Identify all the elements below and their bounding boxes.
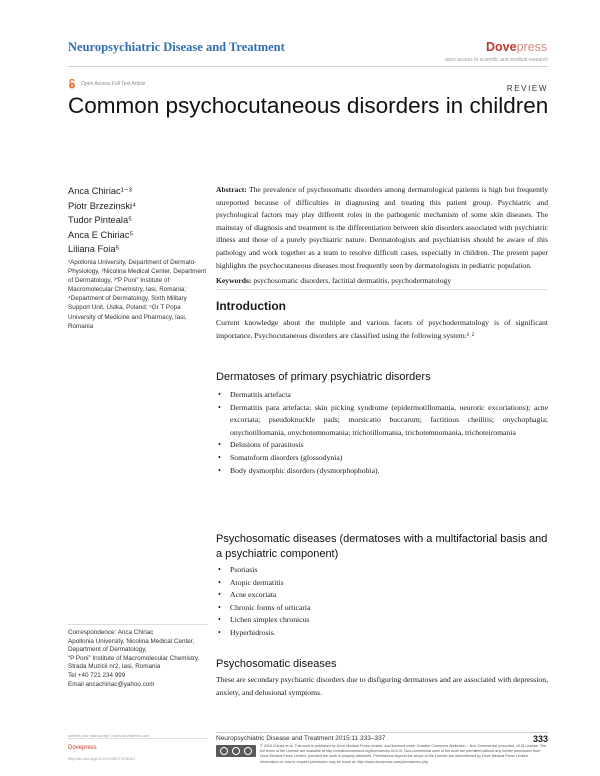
dovepress-logo[interactable] bbox=[486, 40, 547, 54]
introduction-paragraph: Current knowledge about the multiple and various facets of psychodermatology is of significant importance. Psychocutaneous disorders are classified using the following system:¹˒² bbox=[216, 318, 548, 340]
brand-tagline: open access to scientific and medical research bbox=[444, 57, 548, 63]
open-access-label: Open Access Full Text Article bbox=[81, 81, 146, 87]
journal-name[interactable]: Neuropsychiatric Disease and Treatment bbox=[68, 40, 285, 54]
brand-bold: Dove bbox=[486, 40, 517, 54]
article-title: Common psychocutaneous disorders in children bbox=[68, 93, 549, 118]
list-item: • Hyperhidrosis. bbox=[216, 627, 548, 640]
correspondence-label: Correspondence: Anca Chiriac bbox=[68, 629, 154, 636]
primary-psychiatric-list bbox=[216, 389, 548, 477]
psychosomatic-paragraph: These are secondary psychiatric disorders due to disfiguring dermatoses and are associated with depression, anxiety, and delusional symptoms. bbox=[216, 675, 548, 697]
author[interactable]: Piotr Brzezinski⁴ bbox=[68, 200, 137, 211]
open-access-badge bbox=[68, 79, 145, 89]
affiliations: ¹Apollonia University, Department of Dermato-Physiology, ²Nicolina Medical Center, Department of Dermatology, ³“P Poni” Institute of Macromolecular Chemistry, Iasi, Romania; ⁴Department of Dermatology, Sixth Military Support Unit, Ustka, Poland; ⁵Gr T Popa University of Medicine and Pharmacy, Iasi, Romania bbox=[68, 259, 207, 330]
author[interactable]: Anca Chiriac¹⁻³ bbox=[68, 186, 132, 196]
correspondence-divider bbox=[68, 624, 208, 625]
submit-manuscript-link[interactable]: submit your manuscript | www.dovepress.com bbox=[68, 733, 150, 738]
cc-mark bbox=[220, 747, 228, 755]
by-mark bbox=[232, 747, 240, 755]
list-item: • Dermatitis artefacta bbox=[216, 389, 548, 402]
footer-brand[interactable]: Dovepress bbox=[68, 745, 97, 751]
author[interactable]: Anca E Chiriac⁵ bbox=[68, 229, 134, 240]
author[interactable]: Liliana Foia⁵ bbox=[68, 244, 120, 254]
list-item: • Acne excoriata bbox=[216, 589, 548, 602]
page-number: 333 bbox=[532, 734, 548, 744]
correspondence-line: Apollonia University, Nicolina Medical Center, Department of Dermatology, bbox=[68, 637, 195, 654]
header-divider bbox=[68, 66, 548, 67]
correspondence-line: “P Poni” Institute of Macromolecular Chemistry, Strada Muzicii nr2, Iasi, Romania bbox=[68, 654, 200, 671]
brand-light: press bbox=[516, 40, 548, 54]
list-item: • Psoriasis bbox=[216, 564, 548, 577]
list-item: • Chronic forms of urticaria bbox=[216, 602, 548, 615]
correspondence-phone: Tel +40 721 234 999 bbox=[68, 671, 126, 679]
list-item: • Somatoform disorders (glossodynia) bbox=[216, 452, 548, 465]
creative-commons-icon[interactable] bbox=[216, 745, 256, 757]
keywords bbox=[216, 275, 548, 287]
psychosomatic-list bbox=[216, 564, 548, 640]
keywords-label: Keywords: bbox=[216, 276, 252, 285]
abstract-label: Abstract: bbox=[216, 185, 247, 194]
keywords-text: psychosomatic disorders, factitial dermatitis, psychodermatology bbox=[253, 276, 452, 285]
list-item: • Body dysmorphic disorders (dysmorphophobia). bbox=[216, 465, 548, 478]
section-heading-psychosomatic-multifactorial: Psychosomatic diseases (dermatoses with a multifactorial basis and a psychiatric component) bbox=[216, 533, 548, 560]
footer-citation: Neuropsychiatric Disease and Treatment 2015:11 333–337 bbox=[216, 735, 386, 742]
author-list bbox=[68, 184, 136, 257]
list-item: • Atopic dermatitis bbox=[216, 577, 548, 590]
introduction-heading: Introduction bbox=[216, 299, 286, 313]
correspondence bbox=[68, 629, 208, 689]
license-text: © 2015 Chiriac et al. This work is published by Dove Medical Press Limited, and licensed under Creative Commons Attribution – Non Commercial (unported, v3.0) License. The full terms of the License are available at http://creativecommons.org/licenses/by-nc/3.0/. Non-commercial uses of the work are permitted without any further permission from Dove Medical Press Limited, provided the work is properly attributed. Permissions beyond the scope of the License are administered by Dove Medical Press Limited. Information on how to request permission may be found at: http://www.dovepress.com/permissions.php bbox=[260, 744, 547, 764]
nc-mark bbox=[244, 747, 252, 755]
correspondence-email[interactable]: Email ancachiriac@yahoo.com bbox=[68, 680, 155, 688]
article-type: REVIEW bbox=[506, 84, 548, 93]
footer-divider bbox=[216, 732, 548, 733]
doi-link[interactable]: http://dx.doi.org/10.2147/NDT.S76012 bbox=[68, 756, 135, 761]
left-footer-divider bbox=[68, 738, 208, 739]
section-heading-primary-psychiatric: Dermatoses of primary psychiatric disorders bbox=[216, 371, 431, 383]
keywords-divider bbox=[216, 289, 548, 290]
abstract-text: The prevalence of psychosomatic disorders among dermatological patients is high but frequently unreported because of difficulties in diagnosing and treating this patient group. Psychiatric and psychological factors may play different roles in the pathogenic mechanism of some skin diseases. The mainstay of diagnosis and treatment is the differentiation between skin disorders associated with psychiatric illness and those of a purely psychiatric nature. Dermatologists and psychiatrists should be aware of this pathology and work together as a team to resolve difficult cases, especially in children. The present paper highlights the psychocutaneous diseases most frequently seen by dermatologists in pediatric population. bbox=[216, 185, 548, 270]
list-item: • Delusions of parasitosis bbox=[216, 439, 548, 452]
author[interactable]: Tudor Pinteala⁵ bbox=[68, 215, 132, 225]
section-heading-psychosomatic: Psychosomatic diseases bbox=[216, 658, 337, 670]
list-item: • Lichen simplex chronicus bbox=[216, 614, 548, 627]
list-item: • Dermatitis para artefacta: skin picking syndrome (epidermotillomania, neurotic excoriations); acne excoriata; pseudoknuckle pads; morsicatio buccarum; factitious cheilitis; onychophagia; onychotillomania, onychotemnomania; trichotillomania, trichotemnomania, trichoteiromania bbox=[216, 402, 548, 440]
abstract bbox=[216, 184, 548, 272]
open-access-lock-icon bbox=[68, 79, 76, 89]
